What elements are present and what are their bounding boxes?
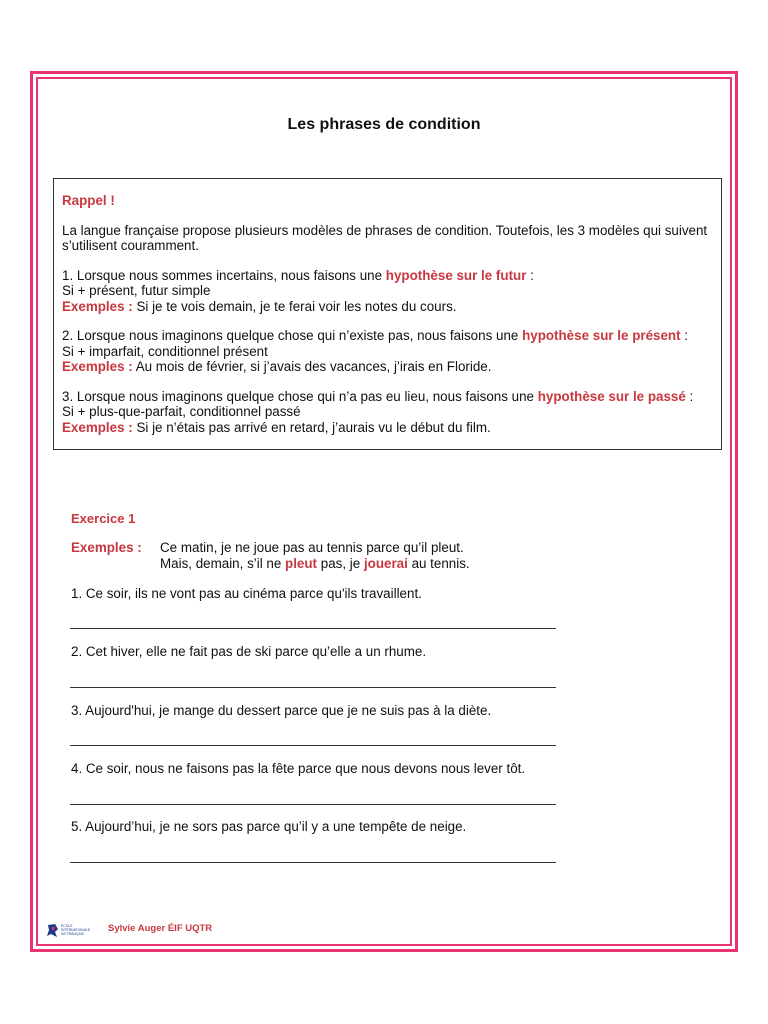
example-text: Si je n’étais pas arrivé en retard, j’aurais vu le début du film. (132, 419, 491, 435)
example-label: Exemples : (62, 298, 133, 314)
rappel-example (62, 420, 713, 436)
statement-text: 1. Lorsque nous sommes incertains, nous faisons une (62, 267, 386, 283)
rappel-item-statement (62, 328, 713, 344)
question-1: 1. Ce soir, ils ne vont pas au cinéma parce qu'ils travaillent. (71, 586, 422, 601)
example-line-2 (160, 556, 470, 572)
rappel-example (62, 359, 713, 375)
example-label: Exemples : (62, 419, 133, 435)
answer-line-1[interactable] (70, 628, 556, 629)
answer-line-5[interactable] (70, 862, 556, 863)
rappel-item-statement (62, 389, 713, 405)
statement-tail: : (526, 267, 534, 283)
hypothesis-highlight: hypothèse sur le futur (385, 267, 527, 283)
example-text: Au mois de février, si j’avais des vacances, j’irais en Floride. (132, 359, 492, 374)
rappel-box (53, 178, 722, 450)
rappel-rule: Si + imparfait, conditionnel présent (62, 343, 268, 359)
question-3: 3. Aujourd'hui, je mange du dessert parce que je ne suis pas à la diète. (71, 703, 492, 718)
question-5: 5. Aujourd’hui, je ne sors pas parce qu’il y a une tempête de neige. (71, 819, 467, 834)
logo-line-2: INTERNATIONALE (61, 928, 91, 932)
statement-text: 3. Lorsque nous imaginons quelque chose qui n’a pas eu lieu, nous faisons une (62, 388, 538, 404)
rappel-rule: Si + présent, futur simple (62, 283, 211, 298)
statement-tail: : (685, 388, 694, 404)
school-logo-icon (46, 921, 96, 941)
rappel-intro: La langue française propose plusieurs modèles de phrases de condition. Toutefois, les 3 modèles qui suivent s’utilisent couramment. (62, 222, 708, 253)
rappel-item-statement (62, 268, 713, 284)
footer-author: Sylvie Auger ÉIF UQTR (108, 923, 213, 934)
statement-text: 2. Lorsque nous imaginons quelque chose qui n’existe pas, nous faisons une (62, 328, 523, 343)
rappel-heading: Rappel ! (62, 193, 115, 208)
example-text: Si je te vois demain, je te ferai voir les notes du cours. (132, 298, 457, 314)
highlight-verb: pleut (285, 556, 318, 571)
example-line-1: Ce matin, je ne joue pas au tennis parce qu’il pleut. (160, 540, 464, 555)
answer-line-2[interactable] (70, 687, 556, 688)
statement-tail: : (680, 328, 689, 343)
hypothesis-highlight: hypothèse sur le présent (522, 328, 681, 343)
logo-line-1: ÉCOLE (61, 924, 73, 928)
examples-label: Exemples : (71, 540, 142, 555)
example-text: Mais, demain, s’il ne (160, 556, 286, 571)
question-2: 2. Cet hiver, elle ne fait pas de ski parce qu’elle a un rhume. (71, 644, 427, 659)
question-4: 4. Ce soir, nous ne faisons pas la fête parce que nous devons nous lever tôt. (71, 761, 526, 776)
rappel-item-2 (62, 328, 713, 375)
example-label: Exemples : (62, 359, 133, 374)
hypothesis-highlight: hypothèse sur le passé (537, 388, 686, 404)
rappel-rule: Si + plus-que-parfait, conditionnel passé (62, 404, 301, 419)
rappel-item-3 (62, 389, 713, 436)
exercise-title: Exercice 1 (71, 511, 136, 526)
page-title: Les phrases de condition (287, 116, 481, 133)
logo-line-3: DE FRANÇAIS (61, 932, 84, 936)
answer-line-3[interactable] (70, 745, 556, 746)
answer-line-4[interactable] (70, 804, 556, 805)
highlight-verb: jouerai (363, 556, 408, 571)
example-text: pas, je (317, 556, 364, 571)
example-text: au tennis. (407, 556, 470, 571)
rappel-example (62, 299, 713, 315)
rappel-item-1 (62, 268, 713, 315)
